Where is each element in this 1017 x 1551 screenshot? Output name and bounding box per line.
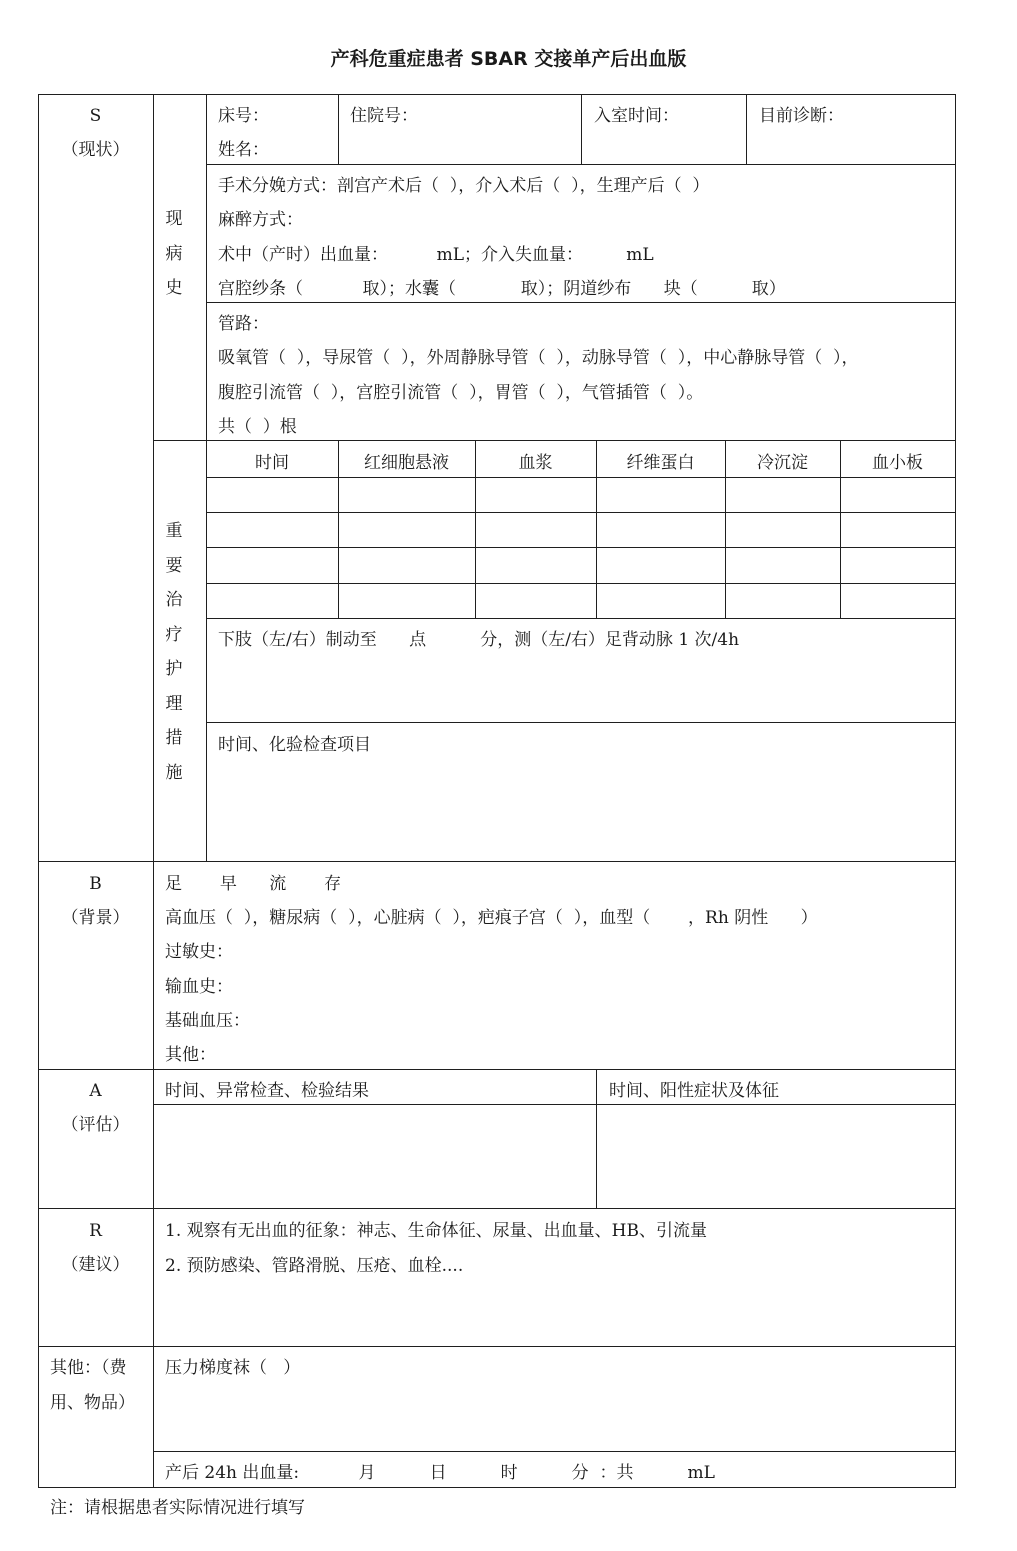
abnormal-results-input[interactable]	[154, 1105, 596, 1208]
history-label	[163, 202, 185, 306]
transfusion-input-area[interactable]	[207, 478, 955, 618]
treatment-label	[163, 514, 185, 790]
blood-loss-field[interactable]: 术中（产时）出血量： mL；介入失血量： mL	[218, 245, 654, 265]
a-sublabel: （评估）	[61, 1115, 130, 1135]
tubes-label: 管路：	[218, 314, 269, 334]
compression-stockings-field[interactable]: 压力梯度袜（ ）	[165, 1358, 301, 1378]
base-bp-field[interactable]: 基础血压：	[165, 1011, 250, 1031]
admission-number-field[interactable]: 住院号：	[350, 106, 418, 126]
s-sublabel: （现状）	[61, 140, 130, 160]
medical-history-field[interactable]: 高血压（ ），糖尿病（ ），心脏病（ ），疤痕子宫（ ），血型（ ，Rh 阴性 ）	[165, 908, 818, 928]
recommendation-1: 1. 观察有无出血的征象：神志、生命体征、尿量、出血量、HB、引流量	[165, 1221, 707, 1241]
transfusion-header-platelet: 血小板	[872, 453, 923, 473]
entry-time-field[interactable]: 入室时间：	[594, 106, 679, 126]
diagnosis-field[interactable]: 目前诊断：	[759, 106, 844, 126]
other-label-line2: 用、物品）	[50, 1393, 135, 1413]
transfusion-header-cryo: 冷沉淀	[757, 453, 808, 473]
allergy-field[interactable]: 过敏史：	[165, 942, 233, 962]
b-sublabel: （背景）	[61, 908, 130, 928]
b-label: B	[89, 874, 102, 894]
other-label-line1: 其他：（费	[50, 1358, 127, 1378]
anesthesia-field[interactable]: 麻醉方式：	[218, 210, 303, 230]
r-label: R	[89, 1221, 102, 1241]
transfusion-header-time: 时间	[255, 453, 289, 473]
tubes-total[interactable]: 共（ ）根	[218, 417, 297, 437]
transfusion-header-rbc: 红细胞悬液	[364, 453, 449, 473]
form-title: 产科危重症患者 SBAR 交接单产后出血版	[330, 48, 687, 70]
other-background-field[interactable]: 其他：	[165, 1045, 216, 1065]
lab-items-field[interactable]: 时间、化验检查项目	[218, 735, 371, 755]
r-sublabel: （建议）	[61, 1255, 130, 1275]
footnote: 注：请根据患者实际情况进行填写	[50, 1498, 305, 1518]
patient-name-field[interactable]: 姓名：	[218, 140, 269, 160]
transfusion-history-field[interactable]: 输血史：	[165, 977, 233, 997]
tubes-line-1[interactable]: 吸氧管（ ），导尿管（ ），外周静脉导管（ ），动脉导管（ ），中心静脉导管（ ），	[218, 348, 859, 368]
packing-field[interactable]: 宫腔纱条（ 取）；水囊（ 取）；阴道纱布 块（ 取）	[218, 279, 786, 299]
positive-signs-input[interactable]	[597, 1105, 955, 1208]
tubes-line-2[interactable]: 腹腔引流管（ ），宫腔引流管（ ），胃管（ ），气管插管（ ）。	[218, 383, 704, 403]
abnormal-results-header: 时间、异常检查、检验结果	[165, 1081, 369, 1101]
delivery-method-field[interactable]: 手术分娩方式：剖宫产术后（ ），介入术后（ ），生理产后（ ）	[218, 176, 710, 196]
recommendation-2: 2. 预防感染、管路滑脱、压疮、血栓....	[165, 1256, 464, 1276]
limb-immobilization-field[interactable]: 下肢（左/右）制动至 点 分，测（左/右）足背动脉 1 次/4h	[218, 630, 740, 650]
history-label-text: 现病史	[165, 209, 183, 298]
bed-number-field[interactable]: 床号：	[218, 106, 269, 126]
positive-signs-header: 时间、阳性症状及体征	[609, 1081, 779, 1101]
s-label: S	[89, 106, 102, 126]
a-label: A	[89, 1081, 102, 1101]
postpartum-24h-blood-loss-field[interactable]: 产后 24h 出血量: 月 日 时 分 ：共 mL	[165, 1463, 715, 1483]
transfusion-header-plasma: 血浆	[518, 453, 553, 473]
transfusion-header-fibrinogen: 纤维蛋白	[626, 453, 695, 473]
obstetric-history-field[interactable]: 足 早 流 存	[165, 874, 342, 894]
treatment-label-text: 重要治疗护理措施	[165, 521, 183, 783]
